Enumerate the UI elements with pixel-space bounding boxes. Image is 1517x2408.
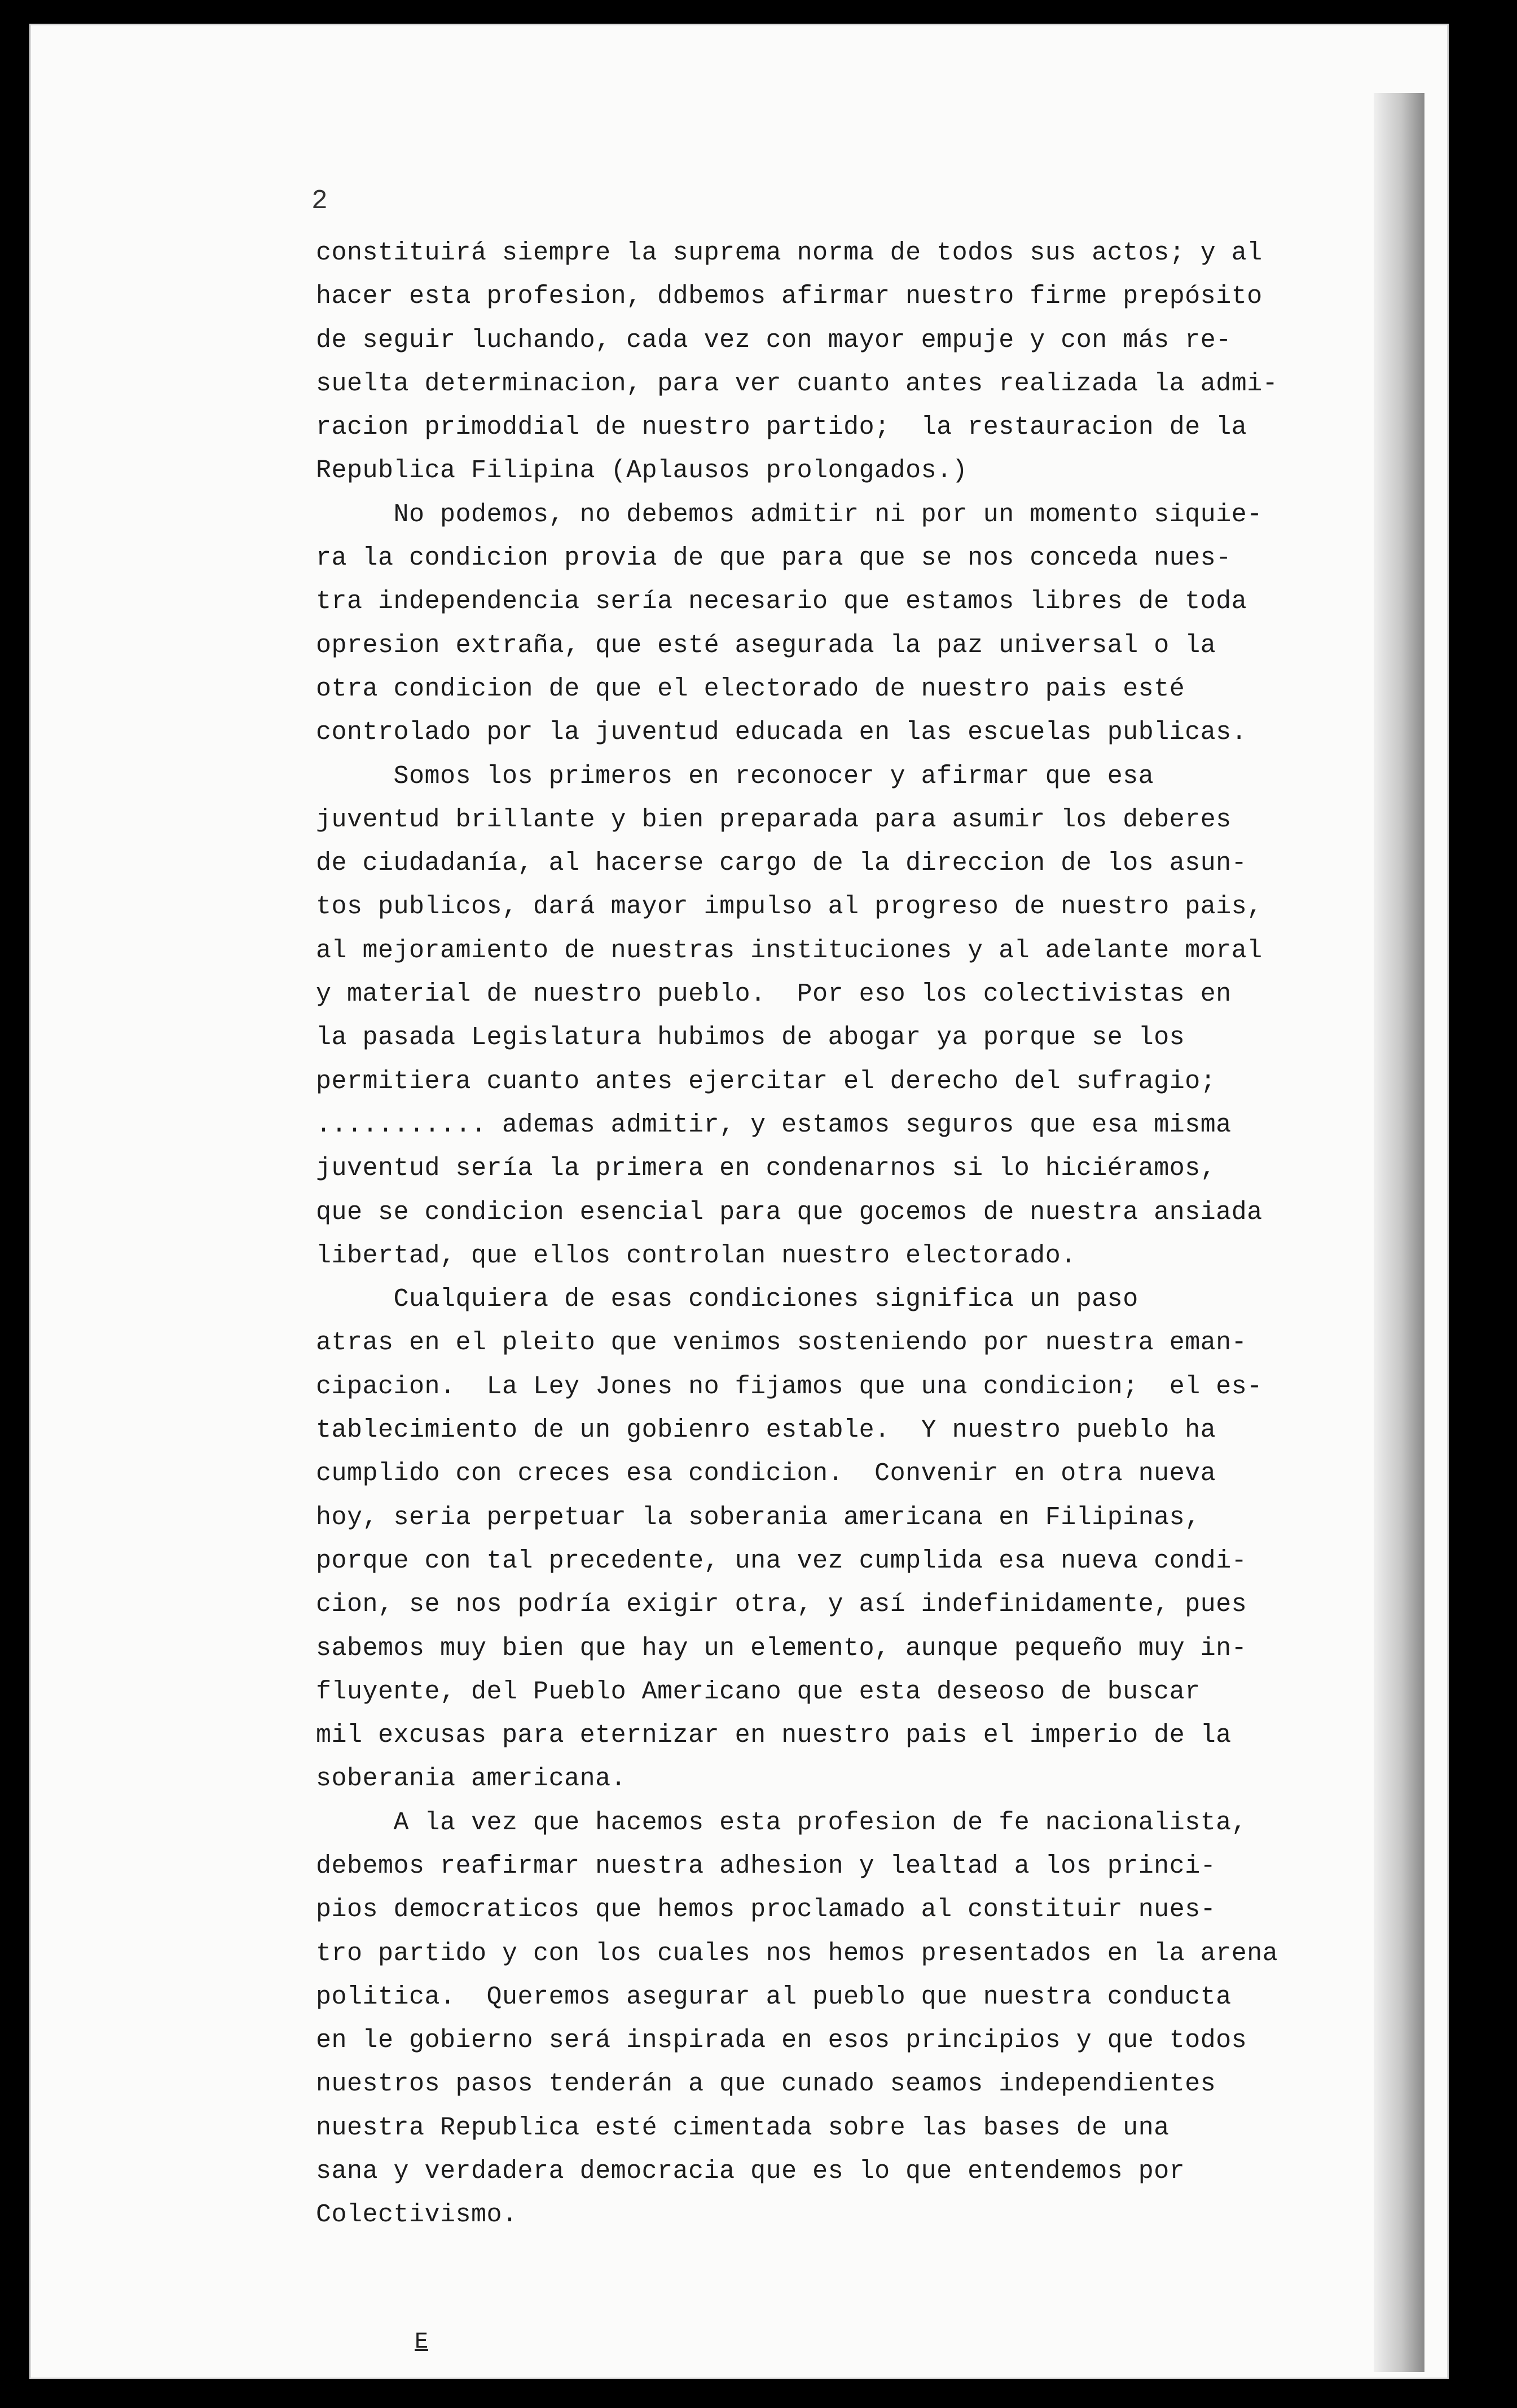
text-line: nuestra Republica esté cimentada sobre las bases de una [316,2113,1169,2142]
text-line: A la vez que hacemos esta profesion de fe nacionalista, [316,1808,1247,1837]
text-line: Colectivismo. [316,2200,518,2230]
text-line: en le gobierno será inspirada en esos principios y que todos [316,2026,1247,2055]
page-number: 2 [311,186,328,217]
typed-text-body [316,231,1278,2237]
text-line: No podemos, no debemos admitir ni por un momento siquie- [316,500,1263,529]
text-line: y material de nuestro pueblo. Por eso los colectivistas en [316,980,1232,1009]
text-line: juventud sería la primera en condenarnos si lo hiciéramos, [316,1154,1216,1183]
text-line: cumplido con creces esa condicion. Convenir en otra nueva [316,1459,1216,1489]
text-line: fluyente, del Pueblo Americano que esta deseoso de buscar [316,1677,1201,1706]
page-edge-shadow [1374,93,1424,2372]
text-line: cion, se nos podría exigir otra, y así indefinidamente, pues [316,1590,1247,1619]
text-line: debemos reafirmar nuestra adhesion y lealtad a los princi- [316,1851,1216,1881]
text-line: cipacion. La Ley Jones no fijamos que una condicion; el es- [316,1372,1263,1401]
text-line: tablecimiento de un gobienro estable. Y nuestro pueblo ha [316,1416,1216,1445]
text-line: hoy, seria perpetuar la soberania americana en Filipinas, [316,1503,1201,1532]
text-line: de ciudadanía, al hacerse cargo de la direccion de los asun- [316,849,1247,878]
text-line: al mejoramiento de nuestras instituciones y al adelante moral [316,936,1263,965]
footer-mark: E [415,2330,429,2355]
text-line: constituirá siempre la suprema norma de todos sus actos; y al [316,239,1263,267]
text-line: suelta determinacion, para ver cuanto antes realizada la admi- [316,369,1278,398]
text-line: hacer esta profesion, ddbemos afirmar nuestro firme prepósito [316,282,1263,311]
text-line: juventud brillante y bien preparada para asumir los deberes [316,805,1232,834]
text-line: Republica Filipina (Aplausos prolongados.) [316,456,968,486]
text-line: Somos los primeros en reconocer y afirmar que esa [316,761,1154,791]
text-line: de seguir luchando, cada vez con mayor empuje y con más re- [316,325,1232,355]
text-line: libertad, que ellos controlan nuestro electorado. [316,1241,1076,1270]
text-line: sabemos muy bien que hay un elemento, aunque pequeño muy in- [316,1634,1247,1663]
text-line: atras en el pleito que venimos sosteniendo por nuestra eman- [316,1328,1247,1358]
text-line: nuestros pasos tenderán a que cunado seamos independientes [316,2070,1216,2099]
text-line: Cualquiera de esas condiciones significa un paso [316,1285,1138,1314]
text-line: opresion extraña, que esté asegurada la paz universal o la [316,631,1216,660]
text-line: otra condicion de que el electorado de nuestro pais esté [316,674,1185,703]
text-line: que se condicion esencial para que gocemos de nuestra ansiada [316,1198,1263,1227]
text-line: tra independencia sería necesario que estamos libres de toda [316,587,1247,617]
text-line: tro partido y con los cuales nos hemos presentados en la arena [316,1939,1278,1968]
text-line: mil excusas para eternizar en nuestro pais el imperio de la [316,1721,1232,1750]
text-line: racion primoddial de nuestro partido; la restauracion de la [316,413,1247,442]
text-line: la pasada Legislatura hubimos de abogar ya porque se los [316,1023,1185,1053]
text-line: permitiera cuanto antes ejercitar el derecho del sufragio; [316,1067,1216,1096]
text-line: ........... ademas admitir, y estamos seguros que esa misma [316,1110,1232,1139]
text-line: politica. Queremos asegurar al pueblo que nuestra conducta [316,1982,1232,2011]
text-line: sana y verdadera democracia que es lo que entendemos por [316,2157,1185,2186]
text-line: ra la condicion provia de que para que se nos conceda nues- [316,544,1232,573]
text-line: controlado por la juventud educada en las escuelas publicas. [316,718,1247,747]
text-line: tos publicos, dará mayor impulso al progreso de nuestro pais, [316,892,1263,922]
text-line: soberania americana. [316,1764,627,1794]
text-line: porque con tal precedente, una vez cumplida esa nueva condi- [316,1546,1247,1575]
text-line: pios democraticos que hemos proclamado al constituir nues- [316,1895,1216,1925]
